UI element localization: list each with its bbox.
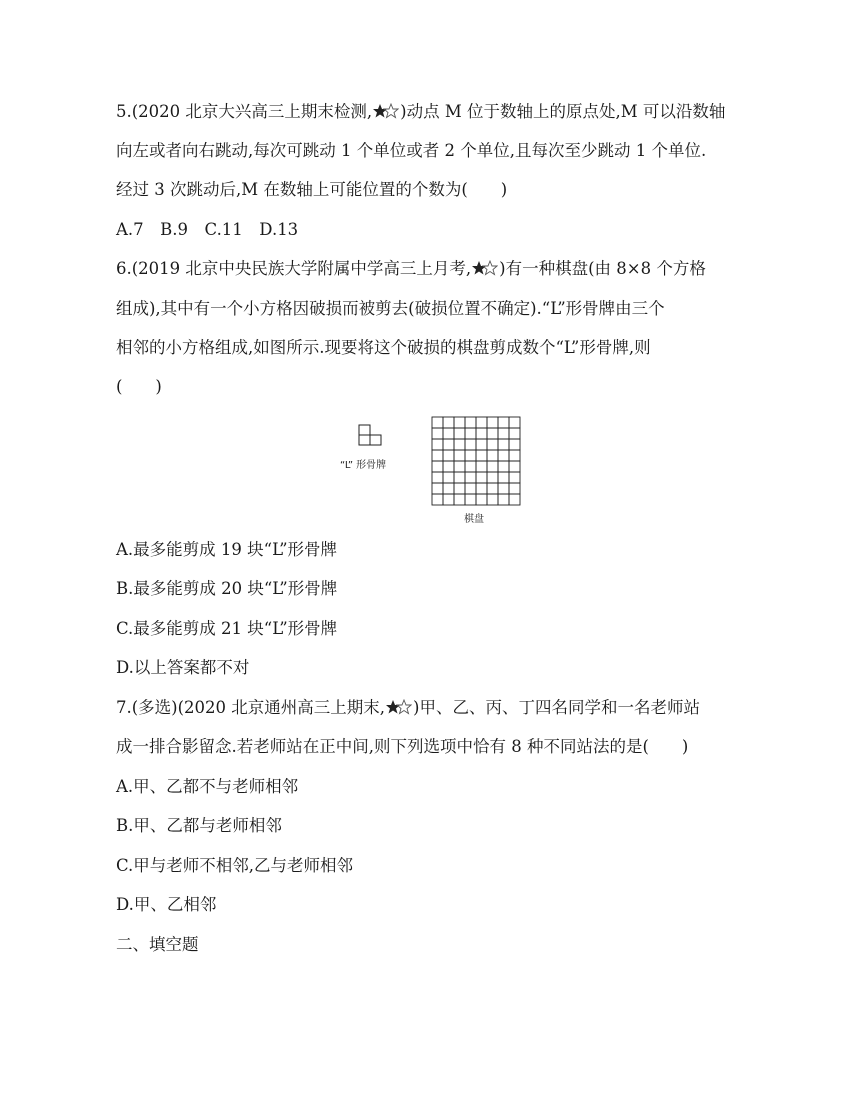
board-cell: [487, 417, 498, 428]
l-tromino-caption: “L” 形骨牌: [340, 460, 387, 471]
board-cell: [487, 472, 498, 483]
board-cell: [487, 428, 498, 439]
board-cell: [443, 472, 454, 483]
l-tromino-figure: [358, 424, 382, 450]
board-cell: [509, 461, 520, 472]
board-cell: [476, 472, 487, 483]
q7-line-1: [116, 697, 700, 721]
q6-line-1-b: )有一种棋盘(由 8×8 个方格: [499, 259, 706, 278]
q5-line-1-b: )动点 M 位于数轴上的原点处,M 可以沿数轴: [400, 102, 726, 121]
board-cell: [476, 483, 487, 494]
board-cell: [487, 450, 498, 461]
board-cell: [465, 461, 476, 472]
board-cell: [443, 461, 454, 472]
board-cell: [476, 494, 487, 505]
board-cell: [498, 472, 509, 483]
board-cell: [487, 461, 498, 472]
board-cell: [432, 439, 443, 450]
q5-line-3: 经过 3 次跳动后,M 在数轴上可能位置的个数为( ): [116, 180, 508, 199]
board-cell: [487, 439, 498, 450]
chessboard-figure: [431, 416, 521, 510]
board-cell: [498, 439, 509, 450]
q6-line-2: 组成),其中有一个小方格因破损而被剪去(破损位置不确定).“L”形骨牌由三个: [116, 299, 665, 318]
section-heading: 二、填空题: [116, 935, 199, 954]
board-cell: [443, 483, 454, 494]
difficulty-stars-icon: [373, 103, 399, 125]
board-cell: [454, 417, 465, 428]
board-cell: [454, 450, 465, 461]
board-cell: [509, 472, 520, 483]
board-cell: [443, 439, 454, 450]
q7-line-1-a: 7.(多选)(2020 北京通州高三上期末,: [116, 698, 386, 717]
q6-option-b: B.最多能剪成 20 块“L”形骨牌: [116, 579, 338, 598]
board-cell: [487, 483, 498, 494]
board-cell: [443, 494, 454, 505]
board-cell: [509, 417, 520, 428]
board-cell: [509, 439, 520, 450]
q7-line-1-b: )甲、乙、丙、丁四名同学和一名老师站: [413, 698, 700, 717]
q7-option-b: B.甲、乙都与老师相邻: [116, 816, 282, 835]
board-cell: [432, 428, 443, 439]
q6-option-c: C.最多能剪成 21 块“L”形骨牌: [116, 619, 338, 638]
board-cell: [465, 417, 476, 428]
board-cell: [465, 450, 476, 461]
board-cell: [454, 439, 465, 450]
board-cell: [509, 483, 520, 494]
q5-options: A.7 B.9 C.11 D.13: [116, 220, 299, 239]
difficulty-stars-icon: [472, 260, 498, 282]
board-cell: [432, 417, 443, 428]
board-cell: [476, 428, 487, 439]
q6-option-a: A.最多能剪成 19 块“L”形骨牌: [116, 540, 338, 559]
q6-line-1-a: 6.(2019 北京中央民族大学附属中学高三上月考,: [116, 259, 472, 278]
board-cell: [509, 428, 520, 439]
q7-line-2: 成一排合影留念.若老师站在正中间,则下列选项中恰有 8 种不同站法的是( ): [116, 737, 689, 756]
board-cell: [465, 428, 476, 439]
board-cell: [465, 494, 476, 505]
board-cell: [465, 472, 476, 483]
board-cell: [443, 428, 454, 439]
q7-option-a: A.甲、乙都不与老师相邻: [116, 777, 299, 796]
q5-line-2: 向左或者向右跳动,每次可跳动 1 个单位或者 2 个单位,且每次至少跳动 1 个单位.: [116, 141, 707, 160]
board-cell: [432, 472, 443, 483]
board-cell: [432, 461, 443, 472]
board-cell: [432, 483, 443, 494]
board-cell: [454, 472, 465, 483]
board-cell: [487, 494, 498, 505]
board-cell: [443, 417, 454, 428]
board-cell: [498, 461, 509, 472]
board-cell: [498, 494, 509, 505]
board-cell: [465, 483, 476, 494]
difficulty-stars-icon: [386, 699, 412, 721]
board-cell: [432, 494, 443, 505]
board-cell: [476, 439, 487, 450]
board-cell: [498, 483, 509, 494]
q6-line-3: 相邻的小方格组成,如图所示.现要将这个破损的棋盘剪成数个“L”形骨牌,则: [116, 338, 651, 357]
board-cell: [498, 417, 509, 428]
q7-option-d: D.甲、乙相邻: [116, 895, 217, 914]
board-cell: [454, 428, 465, 439]
q5-line-1-a: 5.(2020 北京大兴高三上期末检测,: [116, 102, 373, 121]
chessboard-caption: 棋盘: [464, 514, 484, 525]
board-cell: [432, 450, 443, 461]
q7-option-c: C.甲与老师不相邻,乙与老师相邻: [116, 856, 354, 875]
q5-line-1: [116, 101, 725, 125]
board-cell: [476, 417, 487, 428]
board-cell: [509, 450, 520, 461]
q6-option-d: D.以上答案都不对: [116, 658, 250, 677]
board-cell: [498, 450, 509, 461]
q6-line-1: [116, 258, 706, 282]
board-cell: [465, 439, 476, 450]
board-cell: [476, 461, 487, 472]
board-cell: [443, 450, 454, 461]
q6-line-4: ( ): [116, 377, 162, 396]
board-cell: [454, 494, 465, 505]
board-cell: [454, 461, 465, 472]
board-cell: [498, 428, 509, 439]
board-cell: [476, 450, 487, 461]
board-cell: [454, 483, 465, 494]
board-cell: [509, 494, 520, 505]
